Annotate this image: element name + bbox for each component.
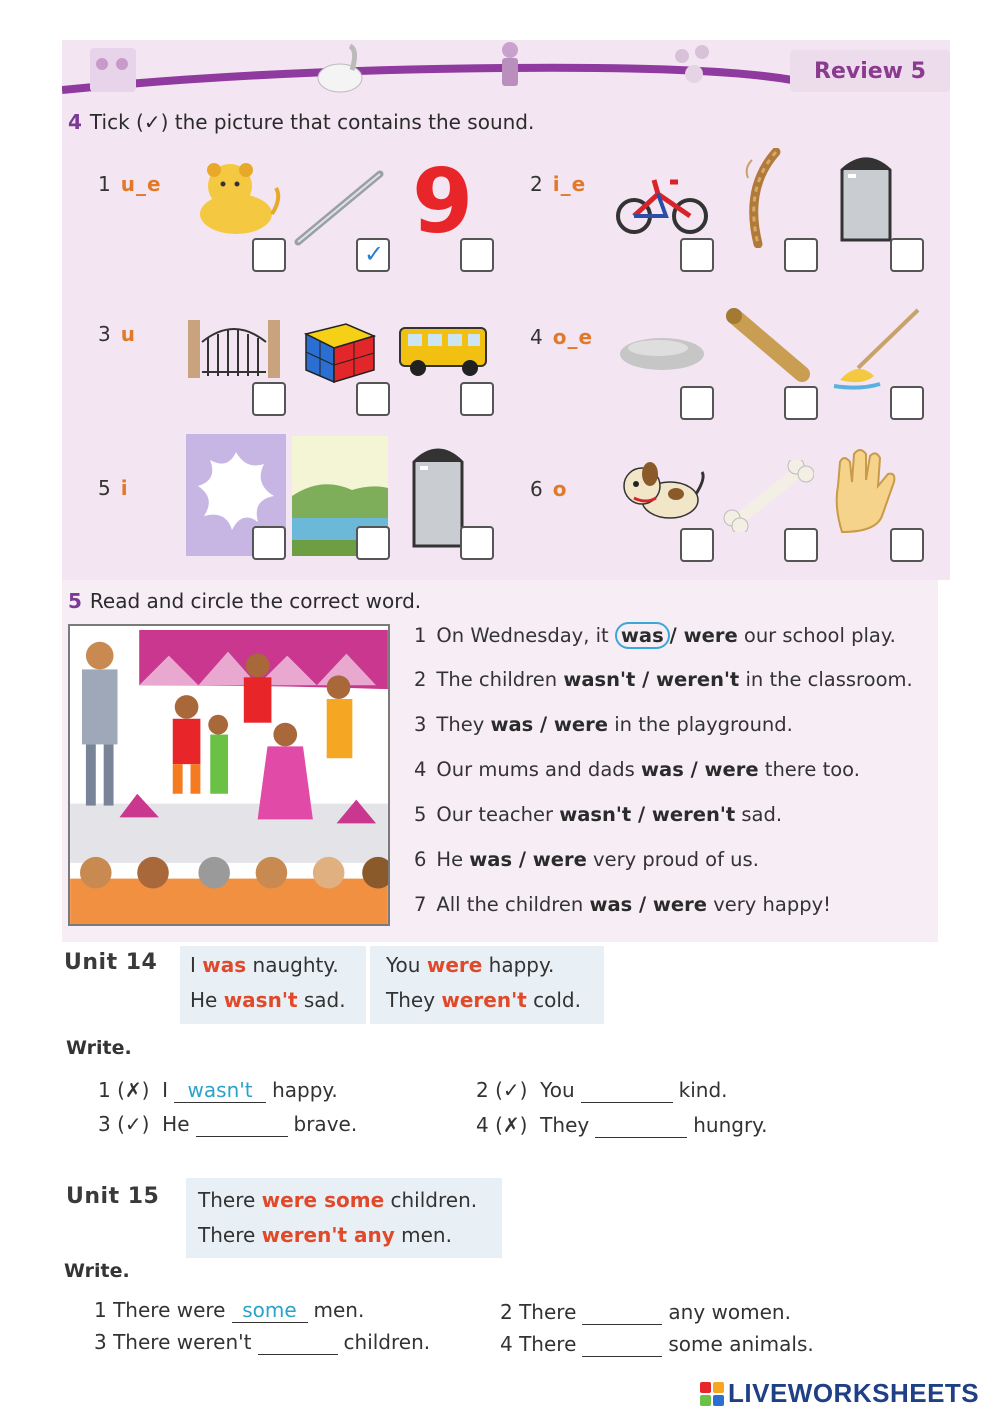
task5-number: 5 bbox=[68, 589, 82, 613]
grammar-line: He wasn't sad. bbox=[190, 988, 346, 1012]
option-was-circled[interactable]: was bbox=[615, 622, 670, 649]
tickbox-2-bin[interactable] bbox=[890, 238, 924, 272]
sentence-1: 1 On Wednesday, it was / were our school play. bbox=[414, 624, 896, 647]
answer-input[interactable] bbox=[581, 1078, 673, 1102]
unit14-write-label: Write. bbox=[66, 1037, 132, 1059]
school-play-scene bbox=[68, 624, 390, 926]
mop-picture bbox=[830, 306, 922, 390]
answer-input[interactable] bbox=[582, 1300, 662, 1324]
sentence-5: 5 Our teacher wasn't / weren't sad. bbox=[414, 803, 783, 826]
bin-picture-2 bbox=[408, 438, 468, 550]
tickbox-1-lion[interactable] bbox=[252, 238, 286, 272]
tickbox-3-cube[interactable] bbox=[356, 382, 390, 416]
flowers-icon bbox=[675, 45, 709, 83]
option-a[interactable]: wasn't bbox=[559, 803, 632, 826]
option-a[interactable]: was bbox=[490, 713, 534, 736]
tickbox-4-mop[interactable] bbox=[890, 386, 924, 420]
dog-picture bbox=[616, 454, 708, 530]
rope-picture bbox=[724, 148, 784, 248]
sentence-4: 4 Our mums and dads was / were there too. bbox=[414, 758, 860, 781]
tickbox-1-flute[interactable] bbox=[356, 238, 390, 272]
answer-input[interactable] bbox=[174, 1078, 266, 1102]
option-a[interactable]: was bbox=[641, 758, 684, 781]
option-a[interactable]: was bbox=[589, 893, 633, 916]
option-b[interactable]: were bbox=[652, 893, 708, 916]
item-label-5: 5 i bbox=[98, 476, 129, 500]
unit14-exercise-4: 4 (✗) They hungry. bbox=[476, 1113, 768, 1137]
unit15-write-label: Write. bbox=[64, 1260, 130, 1282]
bin-picture bbox=[836, 148, 896, 246]
cube-picture bbox=[296, 318, 378, 384]
tickbox-2-rope[interactable] bbox=[784, 238, 818, 272]
lion-cub-picture bbox=[188, 158, 284, 238]
option-b[interactable]: were bbox=[704, 758, 759, 781]
answer-input[interactable] bbox=[595, 1113, 687, 1137]
item-label-4: 4 o_e bbox=[530, 325, 594, 349]
answer-input[interactable] bbox=[232, 1298, 308, 1322]
sentence-2: 2 The children wasn't / weren't in the classroom. bbox=[414, 668, 913, 691]
grammar-line: There weren't any men. bbox=[198, 1223, 452, 1247]
children-icon bbox=[90, 48, 136, 92]
tickbox-6-hand[interactable] bbox=[890, 528, 924, 562]
option-b[interactable]: were bbox=[532, 848, 587, 871]
brand-name: LIVEWORKSHEETS bbox=[728, 1378, 980, 1408]
tick-mark-icon: ✓ bbox=[364, 240, 385, 268]
option-b[interactable]: weren't bbox=[656, 668, 740, 691]
option-b[interactable]: weren't bbox=[651, 803, 736, 826]
grammar-line: There were some children. bbox=[198, 1188, 478, 1212]
flute-picture bbox=[292, 168, 386, 248]
item-label-2: 2 i_e bbox=[530, 172, 587, 196]
review-tab: Review 5 bbox=[790, 50, 950, 92]
svg-text:9: 9 bbox=[412, 160, 474, 238]
person-icon bbox=[502, 42, 518, 86]
task4-number: 4 bbox=[68, 110, 82, 134]
gate-picture bbox=[186, 312, 282, 378]
unit14-exercise-1: 1 (✗) Iwasn't happy. bbox=[98, 1078, 338, 1103]
unit14-exercise-3: 3 (✓) He brave. bbox=[98, 1112, 358, 1136]
option-a[interactable]: wasn't bbox=[563, 668, 636, 691]
option-a[interactable]: was bbox=[469, 848, 513, 871]
bone-picture bbox=[722, 460, 814, 532]
unit14-exercise-2: 2 (✓) You kind. bbox=[476, 1078, 728, 1102]
answer-input[interactable] bbox=[258, 1330, 338, 1354]
unit15-exercise-2: 2 There any women. bbox=[500, 1300, 791, 1324]
unit14-title: Unit 14 bbox=[64, 950, 158, 975]
sentence-3: 3 They was / were in the playground. bbox=[414, 713, 793, 736]
tickbox-6-dog[interactable] bbox=[680, 528, 714, 562]
grammar-line: You were happy. bbox=[386, 953, 555, 977]
bus-picture bbox=[396, 320, 490, 380]
tickbox-3-gate[interactable] bbox=[252, 382, 286, 416]
answer-input[interactable] bbox=[582, 1332, 662, 1356]
tickbox-5-landscape[interactable] bbox=[356, 526, 390, 560]
tickbox-4-stone[interactable] bbox=[680, 386, 714, 420]
item-label-6: 6 o bbox=[530, 477, 568, 501]
pole-picture bbox=[722, 306, 814, 384]
unit15-title: Unit 15 bbox=[66, 1184, 160, 1209]
sentence-7: 7 All the children was / were very happy! bbox=[414, 893, 831, 916]
hand-picture bbox=[828, 446, 904, 536]
task4-title bbox=[68, 110, 534, 134]
liveworksheets-mark-icon bbox=[700, 1382, 724, 1406]
sentence-6: 6 He was / were very proud of us. bbox=[414, 848, 759, 871]
goose-icon bbox=[318, 46, 362, 92]
unit15-exercise-3: 3 There weren't children. bbox=[94, 1330, 431, 1354]
grammar-line: They weren't cold. bbox=[386, 988, 581, 1012]
task5-instruction: Read and circle the correct word. bbox=[89, 589, 422, 613]
task5-title bbox=[68, 589, 421, 613]
bike-picture bbox=[614, 168, 710, 238]
tickbox-3-bus[interactable] bbox=[460, 382, 494, 416]
unit15-exercise-4: 4 There some animals. bbox=[500, 1332, 814, 1356]
tickbox-1-nine[interactable] bbox=[460, 238, 494, 272]
answer-input[interactable] bbox=[196, 1112, 288, 1136]
item-label-1: 1 u_e bbox=[98, 172, 162, 196]
liveworksheets-logo[interactable] bbox=[700, 1378, 979, 1409]
tickbox-2-bike[interactable] bbox=[680, 238, 714, 272]
tickbox-4-pole[interactable] bbox=[784, 386, 818, 420]
option-were[interactable]: were bbox=[683, 624, 738, 647]
unit15-exercise-1: 1 There weresome men. bbox=[94, 1298, 364, 1323]
task4-instruction: Tick (✓) the picture that contains the sound. bbox=[89, 110, 535, 134]
option-b[interactable]: were bbox=[553, 713, 609, 736]
tickbox-6-bone[interactable] bbox=[784, 528, 818, 562]
stone-picture bbox=[618, 330, 708, 374]
tickbox-5-splash[interactable] bbox=[252, 526, 286, 560]
item-label-3: 3 u bbox=[98, 322, 136, 346]
grammar-line: I was naughty. bbox=[190, 953, 339, 977]
tickbox-5-bin[interactable] bbox=[460, 526, 494, 560]
nine-picture bbox=[408, 160, 478, 238]
